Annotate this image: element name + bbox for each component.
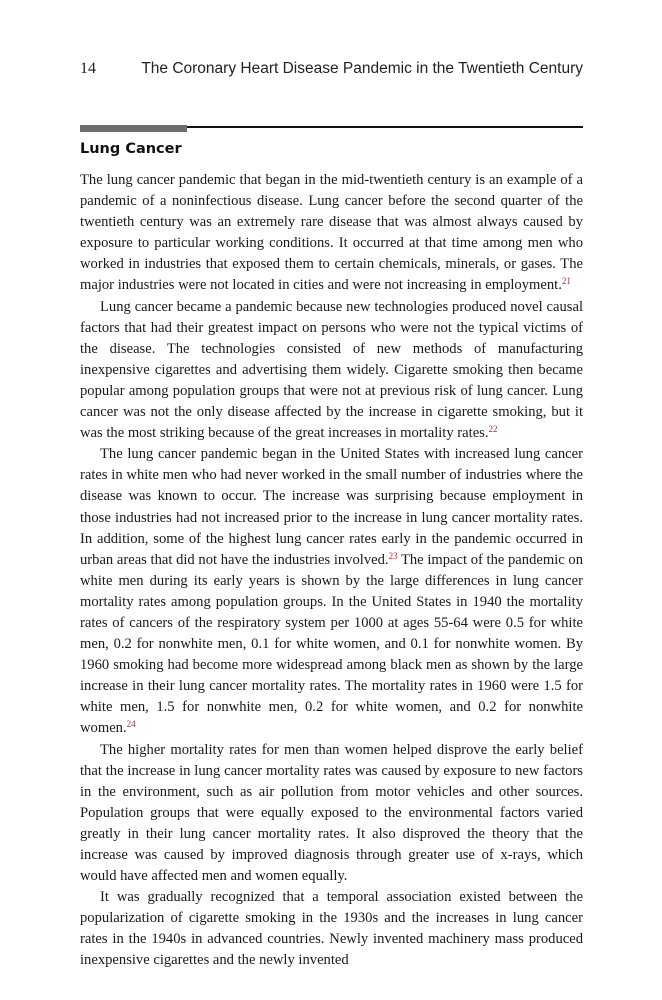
paragraph-text: It was gradually recognized that a temporal association existed between the popularization of cigarette smoking in the 1930s and the increases in lung cancer rates in the 1940s in advanced countries. Newly invented machinery mass produced inexpensive cigarettes and the newly invented [80,889,583,969]
paragraph [80,170,583,297]
section-title: Lung Cancer [80,141,182,157]
section-rule-accent [80,125,187,132]
footnote-ref[interactable]: 21 [561,276,571,287]
paragraph-text: The higher mortality rates for men than women helped disprove the early belief that the increase in lung cancer mortality rates was caused by exposure to new factors in the environment, such as air pollution from motor vehicles and other sources. Population groups that were equally exposed to the environmental factors varied greatly in their lung cancer mortality rates. It also disproved the theory that the increase was caused by improved diagnosis through greater use of x-rays, which would have affected men and women equally. [80,741,583,885]
paragraph-text: The impact of the pandemic on white men during its early years is shown by the large differences in lung cancer mortality rates among population groups. In the United States in 1940 the mortality rates of cancers of the respiratory system per 1000 at ages 55-64 were 0.5 for white men, 0.2 for nonwhite men, 0.1 for white women, and 0.1 for nonwhite women. By 1960 smoking had become more widespread among black men as shown by the large increase in their lung cancer mortality rates. The mortality rates in 1960 were 1.5 for white men, 1.5 for nonwhite men, 0.2 for white women, and 0.2 for nonwhite women. [80,551,583,737]
body-text [80,170,583,972]
page-number: 14 [80,60,96,77]
paragraph-text: The lung cancer pandemic that began in the mid-twentieth century is an example of a pandemic of a noninfectious disease. Lung cancer before the second quarter of the twentieth century was an extremely rare disease that was almost always caused by exposure to particular working conditions. It occurred at that time among men who worked in industries that exposed them to certain chemicals, minerals, or gases. The major industries were not located in cities and were not increasing in employment. [80,172,583,294]
footnote-ref[interactable]: 23 [388,550,398,561]
paragraph-text: The lung cancer pandemic began in the United States with increased lung cancer rates in white men who had never worked in the small number of industries where the disease was known to occur. The increase was surprising because employment in those industries had not increased prior to the increase in lung cancer mortality rates. In addition, some of the highest lung cancer rates early in the pandemic occurred in urban areas that did not have the industries involved. [80,446,583,568]
paragraph [80,887,583,971]
section-rule [80,125,583,133]
footnote-ref[interactable]: 22 [488,424,498,435]
paragraph [80,740,583,888]
paragraph-text: Lung cancer became a pandemic because new technologies produced novel causal factors that had their greatest impact on persons who were not the typical victims of the disease. The technologies consisted of new methods of manufacturing inexpensive cigarettes and advertising them widely. Cigarette smoking then became popular among population groups that were not at previous risk of lung cancer. Lung cancer was not the only disease affected by the increase in cigarette smoking, but it was the most striking because of the great increases in mortality rates. [80,298,583,442]
footnote-ref[interactable]: 24 [126,719,136,730]
paragraph [80,297,583,445]
running-head-title: The Coronary Heart Disease Pandemic in the Twentieth Century [141,60,583,77]
paragraph [80,444,583,739]
